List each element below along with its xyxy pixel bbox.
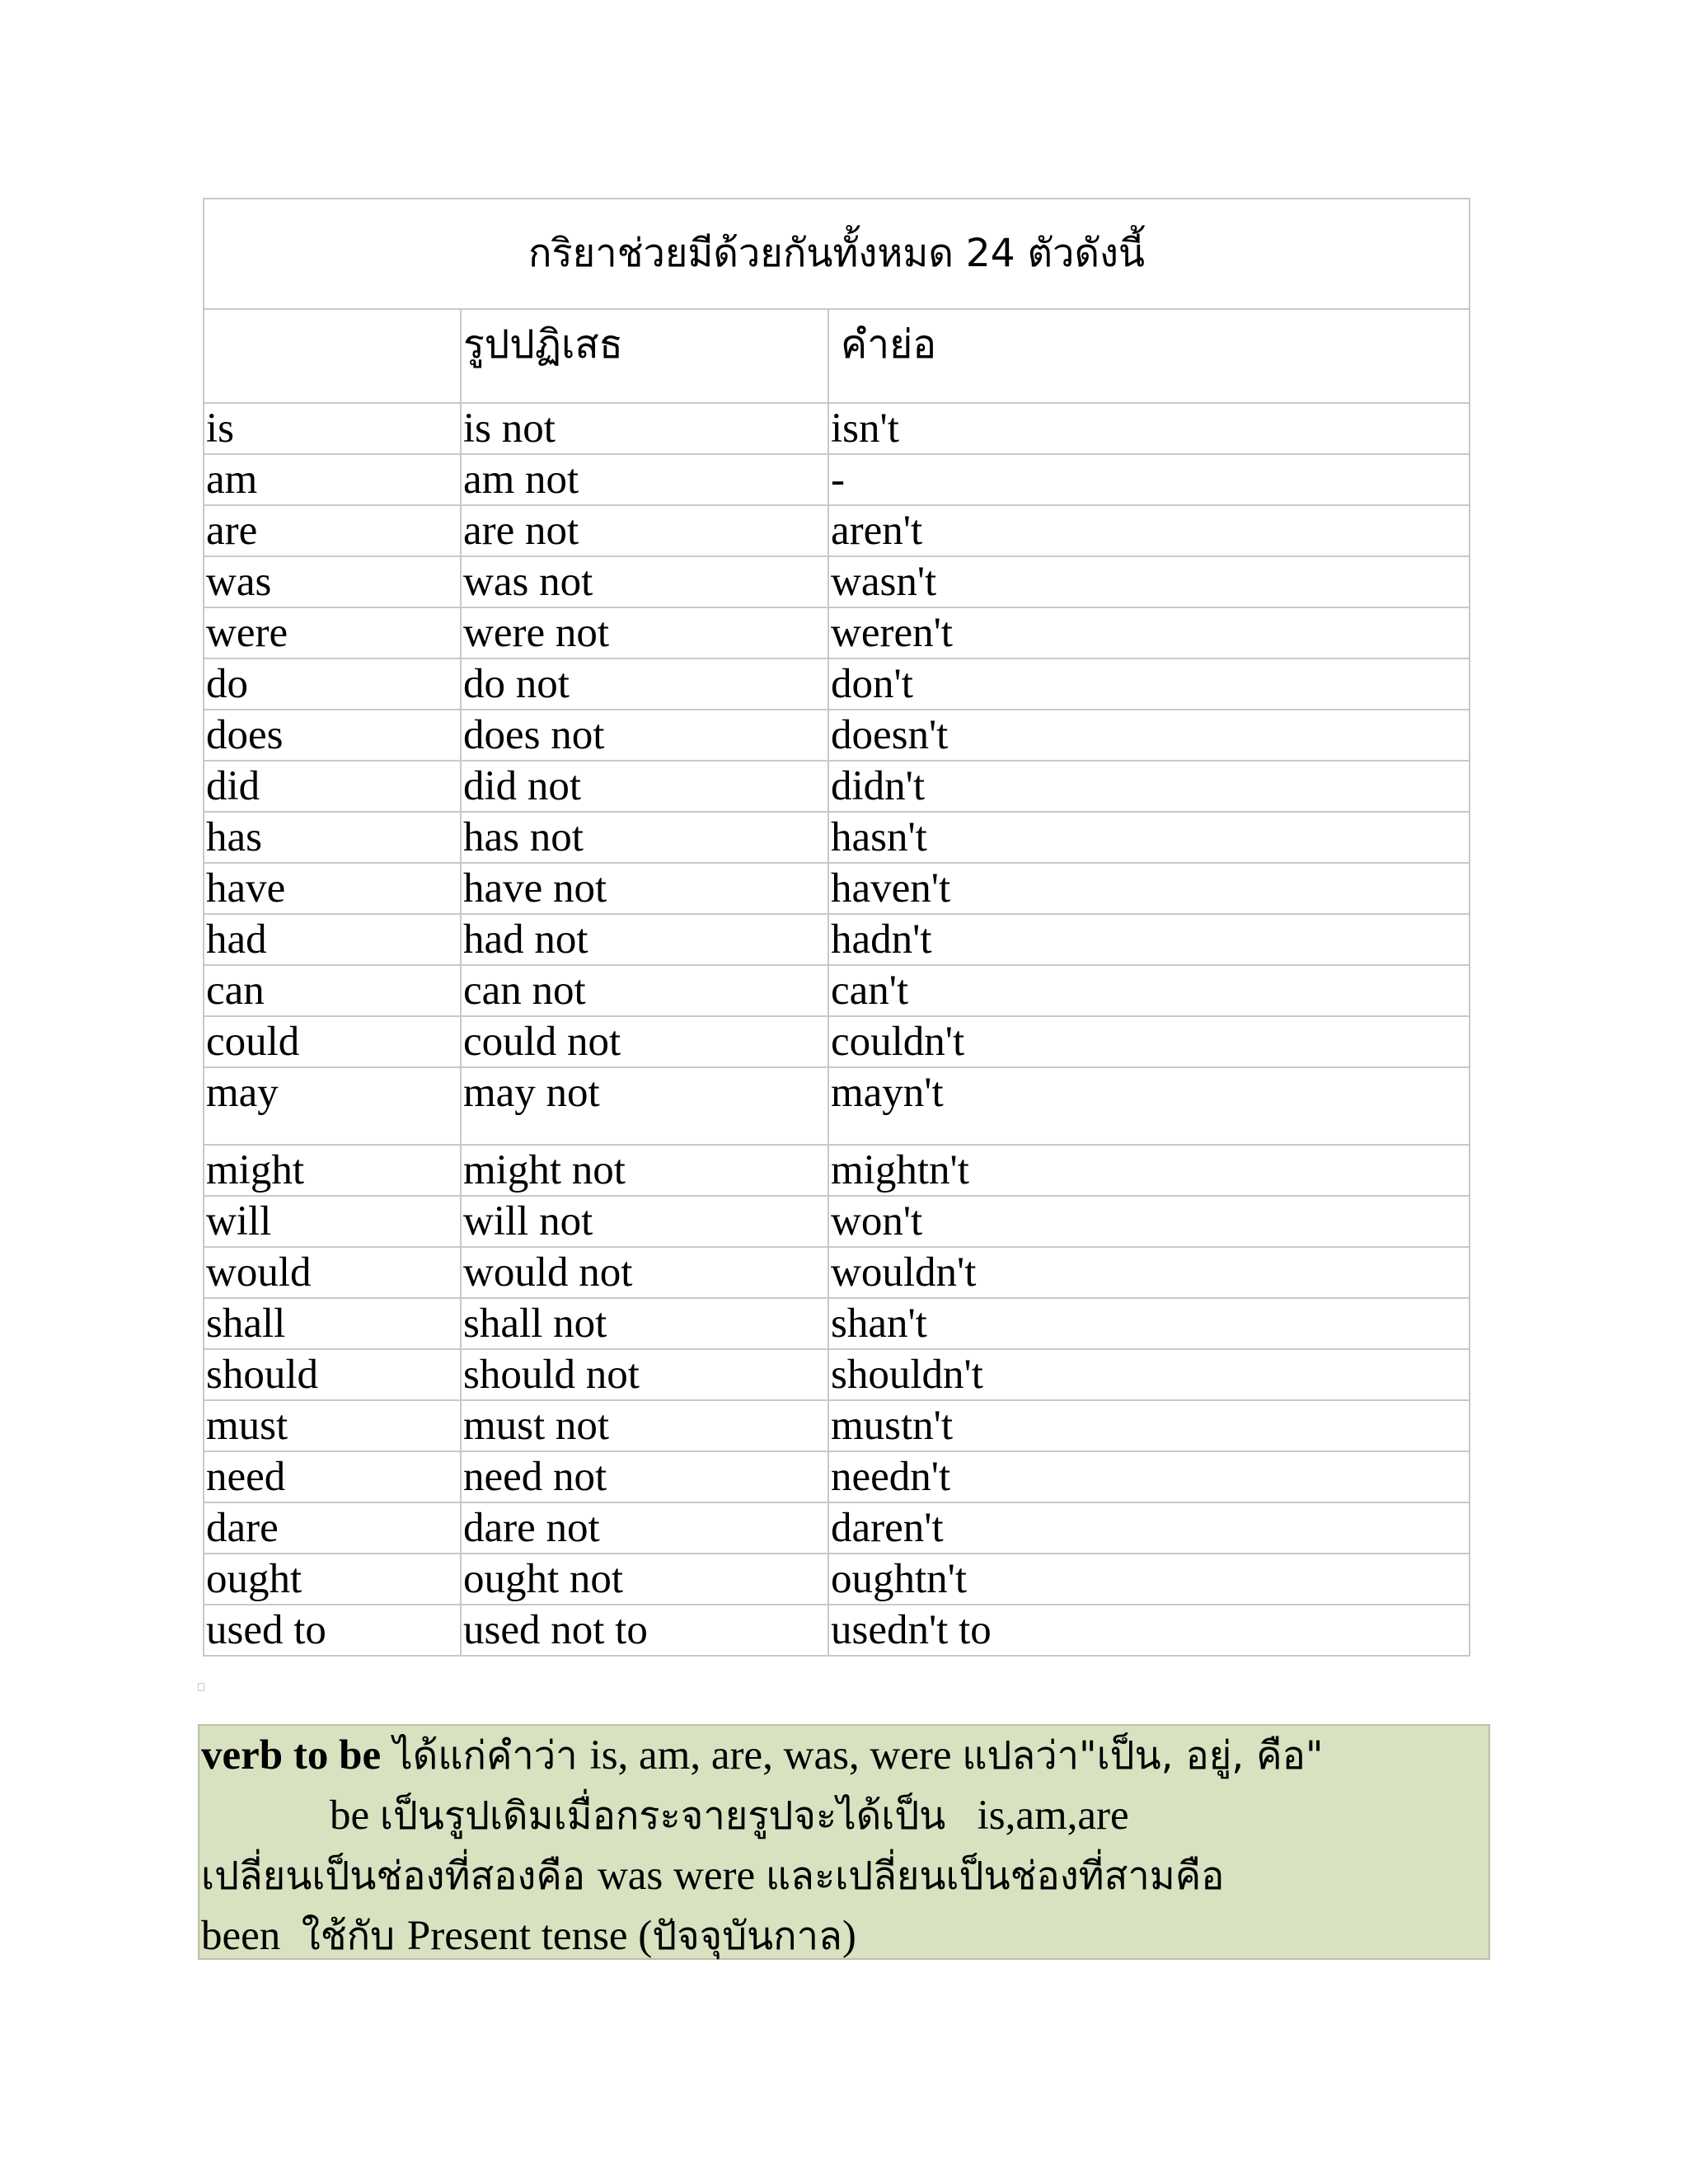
cell-contraction: hadn't — [828, 914, 1470, 965]
cell-contraction: isn't — [828, 403, 1470, 454]
cell-negative-form: has not — [461, 812, 828, 863]
note-text: was were — [597, 1853, 766, 1899]
table-row — [204, 505, 1470, 556]
note-text: be — [330, 1793, 380, 1839]
verb-to-be-note — [198, 1724, 1490, 1960]
table-row — [204, 1247, 1470, 1298]
cell-verb: had — [204, 914, 461, 965]
cell-verb: do — [204, 658, 461, 710]
cell-negative-form: were not — [461, 607, 828, 658]
cell-negative-form: would not — [461, 1247, 828, 1298]
cell-contraction: hasn't — [828, 812, 1470, 863]
note-line-4 — [199, 1906, 1489, 1966]
note-text: Present tense ( — [406, 1913, 653, 1959]
note-line-1 — [199, 1726, 1489, 1786]
table-row — [204, 863, 1470, 914]
cell-verb: could — [204, 1016, 461, 1067]
note-text: ใช้กับ — [301, 1914, 407, 1959]
table-row — [204, 1145, 1470, 1196]
cell-contraction: mayn't — [828, 1067, 1470, 1145]
table-header-row — [204, 309, 1470, 403]
cell-negative-form: ought not — [461, 1554, 828, 1605]
cell-negative-form: am not — [461, 454, 828, 505]
cell-negative-form: can not — [461, 965, 828, 1016]
cell-negative-form: is not — [461, 403, 828, 454]
table-row — [204, 914, 1470, 965]
cell-verb: must — [204, 1400, 461, 1451]
note-text: is, am, are, was, were — [589, 1732, 963, 1779]
cell-contraction: usedn't to — [828, 1605, 1470, 1656]
cell-negative-form: was not — [461, 556, 828, 607]
table-row — [204, 607, 1470, 658]
note-text: เป็นรูปเดิมเมื่อกระจายรูปจะได้เป็น — [379, 1793, 946, 1839]
cell-verb: might — [204, 1145, 461, 1196]
cell-verb: dare — [204, 1502, 461, 1554]
header-negative-form: รูปปฏิเสธ — [461, 309, 828, 403]
cell-contraction: didn't — [828, 761, 1470, 812]
cell-verb: can — [204, 965, 461, 1016]
cell-negative-form: do not — [461, 658, 828, 710]
cell-verb: was — [204, 556, 461, 607]
cell-contraction: wasn't — [828, 556, 1470, 607]
header-contraction: คำย่อ — [828, 309, 1470, 403]
table-row — [204, 1605, 1470, 1656]
table-end-marker — [198, 1683, 204, 1691]
cell-verb: has — [204, 812, 461, 863]
note-text: และเปลี่ยนเป็นช่องที่สามคือ — [765, 1854, 1225, 1899]
table-title: กริยาช่วยมีด้วยกันทั้งหมด 24 ตัวดังนี้ — [204, 199, 1470, 309]
auxiliary-verbs-table — [203, 198, 1470, 1657]
cell-negative-form: did not — [461, 761, 828, 812]
cell-contraction: - — [828, 454, 1470, 505]
cell-negative-form: shall not — [461, 1298, 828, 1349]
cell-contraction: needn't — [828, 1451, 1470, 1502]
cell-negative-form: could not — [461, 1016, 828, 1067]
note-text: เปลี่ยนเป็นช่องที่สองคือ — [201, 1854, 598, 1899]
table-row — [204, 454, 1470, 505]
cell-verb: need — [204, 1451, 461, 1502]
cell-contraction: mightn't — [828, 1145, 1470, 1196]
table-row — [204, 1451, 1470, 1502]
cell-verb: does — [204, 710, 461, 761]
table-row — [204, 1554, 1470, 1605]
cell-verb: did — [204, 761, 461, 812]
note-text: ปัจจุบันกาล — [652, 1914, 842, 1959]
table-row — [204, 403, 1470, 454]
cell-negative-form: may not — [461, 1067, 828, 1145]
cell-verb: have — [204, 863, 461, 914]
cell-verb: should — [204, 1349, 461, 1400]
cell-contraction: shan't — [828, 1298, 1470, 1349]
note-text: been — [201, 1913, 302, 1959]
table-row — [204, 1400, 1470, 1451]
table-row — [204, 1502, 1470, 1554]
table-row — [204, 1067, 1470, 1145]
cell-verb: am — [204, 454, 461, 505]
note-term: verb to be — [201, 1732, 382, 1779]
cell-verb: shall — [204, 1298, 461, 1349]
table-row — [204, 556, 1470, 607]
cell-negative-form: will not — [461, 1196, 828, 1247]
table-row — [204, 710, 1470, 761]
cell-contraction: haven't — [828, 863, 1470, 914]
cell-contraction: weren't — [828, 607, 1470, 658]
cell-negative-form: are not — [461, 505, 828, 556]
cell-contraction: couldn't — [828, 1016, 1470, 1067]
cell-negative-form: dare not — [461, 1502, 828, 1554]
cell-negative-form: does not — [461, 710, 828, 761]
cell-verb: may — [204, 1067, 461, 1145]
cell-contraction: shouldn't — [828, 1349, 1470, 1400]
table-row — [204, 1016, 1470, 1067]
table-title-row — [204, 199, 1470, 309]
cell-negative-form: had not — [461, 914, 828, 965]
cell-contraction: doesn't — [828, 710, 1470, 761]
cell-contraction: mustn't — [828, 1400, 1470, 1451]
note-text: แปลว่า"เป็น, อยู่, คือ" — [962, 1733, 1324, 1779]
cell-negative-form: have not — [461, 863, 828, 914]
cell-negative-form: need not — [461, 1451, 828, 1502]
cell-contraction: can't — [828, 965, 1470, 1016]
cell-verb: will — [204, 1196, 461, 1247]
cell-verb: ought — [204, 1554, 461, 1605]
note-text: is,am,are — [945, 1793, 1129, 1839]
cell-verb: were — [204, 607, 461, 658]
table-row — [204, 1196, 1470, 1247]
cell-contraction: daren't — [828, 1502, 1470, 1554]
cell-contraction: aren't — [828, 505, 1470, 556]
cell-negative-form: should not — [461, 1349, 828, 1400]
note-line-3 — [199, 1846, 1489, 1906]
cell-contraction: don't — [828, 658, 1470, 710]
cell-verb: would — [204, 1247, 461, 1298]
cell-contraction: wouldn't — [828, 1247, 1470, 1298]
table-row — [204, 761, 1470, 812]
table-row — [204, 658, 1470, 710]
table-row — [204, 965, 1470, 1016]
cell-contraction: oughtn't — [828, 1554, 1470, 1605]
cell-contraction: won't — [828, 1196, 1470, 1247]
note-text: ) — [842, 1913, 856, 1959]
cell-negative-form: must not — [461, 1400, 828, 1451]
table-row — [204, 1349, 1470, 1400]
note-text: ได้แก่คำว่า — [381, 1733, 590, 1779]
cell-verb: used to — [204, 1605, 461, 1656]
cell-negative-form: might not — [461, 1145, 828, 1196]
table-row — [204, 812, 1470, 863]
cell-verb: is — [204, 403, 461, 454]
header-verb — [204, 309, 461, 403]
cell-negative-form: used not to — [461, 1605, 828, 1656]
cell-verb: are — [204, 505, 461, 556]
note-line-2 — [199, 1786, 1489, 1846]
table-row — [204, 1298, 1470, 1349]
